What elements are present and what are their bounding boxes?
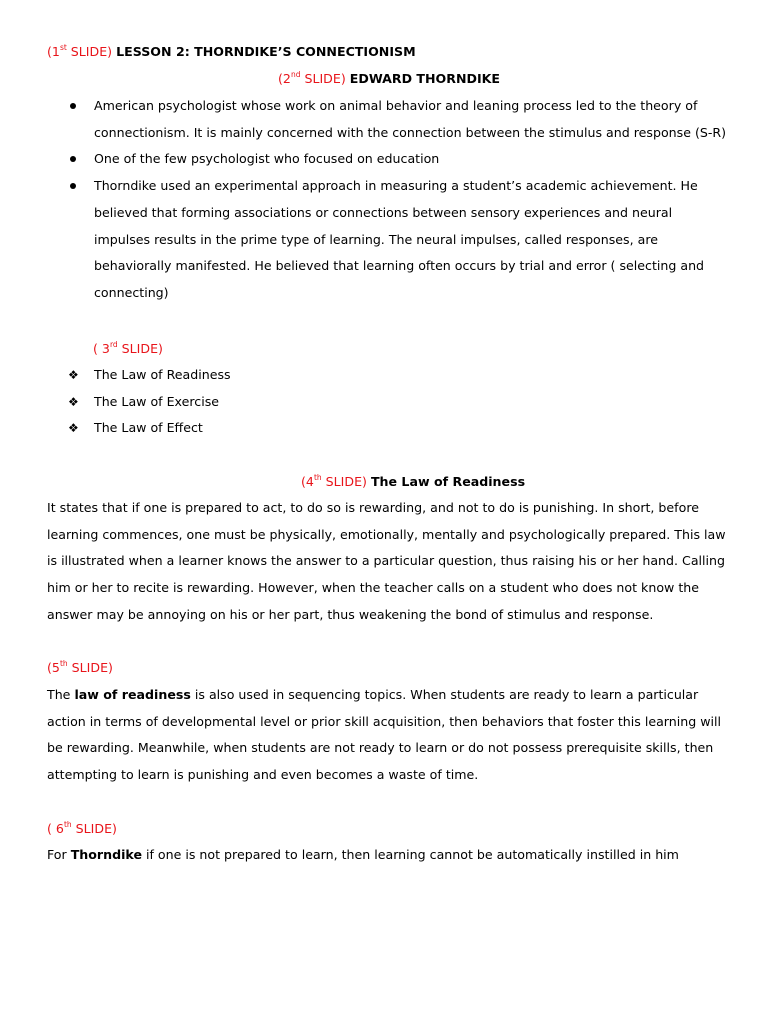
text-run: if one is not prepared to learn, then learning cannot be automatically instilled in him (141, 847, 679, 862)
ordinal-suffix: nd (290, 70, 301, 79)
slide-label: SLIDE) (117, 341, 163, 356)
section-title: EDWARD THORNDIKE (349, 71, 501, 86)
slide-number: 1 (51, 44, 60, 59)
list-item (70, 389, 730, 416)
list-item-text: The Law of Readiness (94, 367, 231, 382)
text-run: is also used in sequencing topics. When students are ready to learn a particular action in terms of developmental level or prior skill acquisition, then behaviors that foster this learning will be rewarding. Meanwhile, when students are not ready to learn or do not possess prerequisite skills, then attempting to learn is punishing and even becomes a waste of time. (47, 687, 722, 783)
readiness-paragraph: It states that if one is prepared to act, to do so is rewarding, and not to do is punishing. In short, before learning commences, one must be physically, emotionally, mentally and psychologically prepared. This law is illustrated when a learner knows the answer to a particular question, thus raising his or her hand. Calling him or her to recite is rewarding. However, when the teacher calls on a student who does not know the answer may be annoying on his or her part, thus weakening the bond of stimulus and response. (47, 500, 726, 622)
section-title: The Law of Readiness (370, 474, 526, 489)
slide-number: 4 (305, 474, 314, 489)
ordinal-suffix: th (59, 659, 68, 668)
list-item-text: American psychologist whose work on animal behavior and leaning process led to the theory of connectionism. It is mainly concerned with the connection between the stimulus and response (S-R) (94, 98, 727, 140)
list-item-text: The Law of Effect (94, 420, 203, 436)
slide2-heading: (2nd SLIDE) EDWARD THORNDIKE (278, 70, 501, 86)
diamond-bullet-icon: ❖ (68, 368, 79, 382)
bullet-icon (70, 103, 76, 109)
slide1-heading: (1st SLIDE) LESSON 2: THORNDIKE’S CONNECTIONISM (47, 43, 416, 59)
sequencing-paragraph (47, 682, 727, 789)
slide3-heading: ( 3rd SLIDE) (93, 340, 163, 356)
slide-label: SLIDE) (300, 71, 346, 86)
slide-label: SLIDE) (321, 474, 367, 489)
list-item-text: The Law of Exercise (94, 393, 220, 409)
list-item-text: Thorndike used an experimental approach in measuring a student’s academic achievement. He believed that forming associations or connections between sensory experiences and neural impulses results in the prime type of learning. The neural impulses, called responses, are behaviorally manifested. He believed that learning often occurs by trial and error ( selecting and connecting) (94, 178, 705, 300)
slide-label: SLIDE) (67, 660, 113, 675)
ordinal-suffix: rd (109, 340, 118, 349)
slide4-heading: (4th SLIDE) The Law of Readiness (301, 473, 526, 489)
slide-number: 6 (55, 821, 64, 836)
ordinal-suffix: th (313, 473, 322, 482)
ordinal-suffix: th (63, 820, 72, 829)
thorndike-paragraph (47, 842, 727, 869)
slide-label: SLIDE) (66, 44, 113, 59)
list-item (70, 93, 730, 146)
ordinal-suffix: st (59, 43, 67, 52)
slide-number: 2 (282, 71, 291, 86)
laws-list (70, 362, 730, 442)
diamond-bullet-icon: ❖ (68, 421, 79, 436)
bullet-icon (70, 156, 76, 162)
slide6-heading: ( 6th SLIDE) (47, 820, 117, 836)
slide-number: 3 (101, 341, 110, 356)
bullet-icon (70, 183, 76, 189)
diamond-bullet-icon: ❖ (68, 394, 79, 409)
list-item (70, 173, 730, 307)
bullet-list (70, 93, 730, 307)
text-run: For (47, 847, 71, 862)
emphasis-text: Thorndike (70, 847, 142, 862)
list-item (70, 415, 730, 442)
list-item (70, 362, 730, 389)
slide-label: SLIDE) (71, 821, 117, 836)
slide5-heading: (5th SLIDE) (47, 659, 113, 675)
text-run: The (47, 687, 75, 702)
lesson-title: LESSON 2: THORNDIKE’S CONNECTIONISM (116, 44, 416, 59)
list-item (70, 146, 730, 173)
slide-number: 5 (51, 660, 60, 675)
emphasis-text: law of readiness (74, 687, 191, 702)
list-item-text: One of the few psychologist who focused on education (94, 151, 440, 167)
